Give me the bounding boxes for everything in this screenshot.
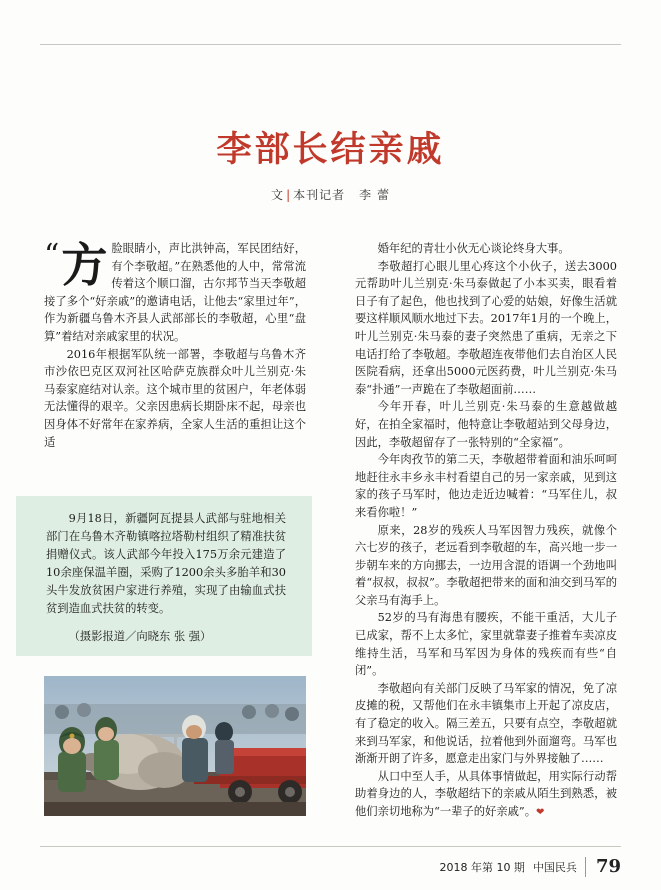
byline-author: 李 蕾	[359, 188, 390, 202]
left-paragraph-1: 2016年根据军队统一部署，李敬超与乌鲁木齐市沙依巴克区双河社区哈萨克族群众叶儿兰别克·朱马泰家庭结对认亲。这个城市里的贫困户，年老体弱无法懂得的艰辛。父亲因患病长期卧床不起，母亲也因身体不好常年在家养病，全家人生活的重担让这个适	[44, 347, 306, 449]
lead-paragraph: 脸眼睛小，声比洪钟高，军民团结好，有个李敬超。”在熟悉他的人中，常常流传着这个顺口溜，古尔邦节当天李敬超接了多个“好亲戚”的邀请电话，让他去“家里过年”，作为新疆乌鲁木齐县人武部部长的李敬超，心里“盘算”着结对亲戚家里的状况。	[44, 242, 306, 343]
right-column	[355, 240, 617, 822]
article-photo	[44, 676, 306, 816]
photo-caption-paragraph: 9月18日，新疆阿瓦提县人武部与驻地相关部门在乌鲁木齐勒镇喀拉塔勒村组织了精准扶贫捐赠仪式。该人武部今年投入175万余元建造了10余座保温羊圈，采购了1200余头多胎羊和30头牛发放贫困户家进行养殖，实现了由输血式扶贫到造血式扶贫的转变。	[46, 512, 286, 615]
right-paragraph-6: 52岁的马有海患有腰疾，不能干重活，大儿子已成家，帮不上太多忙，家里就靠妻子推着车卖凉皮维持生活，马军和马军因为身体的残疾而有些“自闭”。	[355, 611, 617, 678]
left-column	[44, 240, 306, 451]
right-paragraph-3: 今年开春，叶儿兰别克·朱马泰的生意越做越好，在拍全家福时，他特意让李敬超站到父母身边，因此，李敬超留存了一张特别的“全家福”。	[355, 400, 617, 449]
page-footer	[439, 856, 621, 878]
byline	[0, 186, 661, 203]
right-paragraph-8-text: 从口中至人手，从具体事情做起，用实际行动帮助着身边的人，李敬超结下的亲戚从陌生到熟悉，被他们亲切地称为“一辈子的好亲戚”。	[355, 769, 617, 818]
right-paragraph-8	[355, 768, 617, 822]
page-title: 李部长结亲戚	[216, 129, 445, 170]
right-paragraph-5: 原来，28岁的残疾人马军因智力残疾，就像个六七岁的孩子，老远看到李敬超的车，高兴地一步一步朝车来的方向挪去，一边用含混的语调一个劲地叫着“叔叔，叔叔”。李敬超把带来的面和油交到马军的父亲马有海手上。	[355, 523, 617, 607]
issue-label: 2018 年第 10 期	[439, 861, 525, 874]
magazine-name: 中国民兵	[532, 861, 577, 874]
byline-prefix: 文	[271, 188, 285, 202]
byline-role: 本刊记者	[293, 188, 346, 202]
end-mark-icon: ❤	[536, 807, 545, 818]
right-paragraph-4: 今年肉孜节的第二天，李敬超带着面和油乐呵呵地赶往永丰乡永丰村看望自己的另一家亲戚，见到这家的孩子马军时，他边走近边喊着：“马军住儿，叔来看你啦！”	[355, 453, 617, 519]
open-quote-mark: “	[44, 238, 60, 273]
photo-illustration	[44, 676, 306, 816]
right-paragraph-7: 李敬超向有关部门反映了马军家的情况，免了凉皮摊的税，又帮他们在永丰镇集市上开起了凉皮店，有了稳定的收入。隔三差五，只要有点空，李敬超就来到马军家，和他说话，拉着他到外面遛弯。马军也渐渐开朗了许多，愿意走出家门与外界接触了……	[355, 681, 617, 766]
page-number: 79	[585, 857, 621, 877]
right-paragraph-2: 李敬超打心眼儿里心疼这个小伙子，送去3000元帮助叶儿兰别克·朱马泰做起了小本买卖，眼看着日子有了起色，他也找到了心爱的姑娘，好像生活就要这样顺风顺水地过下去。2017年1月的一个晚上，叶儿兰别克·朱马泰的妻子突然患了重病，无亲之下电话打给了李敬超。李敬超连夜带他们去自治区人民医院看病，还拿出5000元医药费，叶儿兰别克·朱马泰“扑通”一声跪在了李敬超面前……	[355, 259, 617, 396]
byline-separator: |	[286, 188, 292, 202]
photo-caption-box	[16, 496, 312, 656]
drop-cap: 方	[61, 238, 108, 292]
bottom-divider	[40, 846, 621, 847]
photo-caption-text-block	[46, 510, 286, 646]
lead-paragraph-block	[44, 240, 306, 346]
photo-credit: （摄影报道／向晓东 张 强）	[68, 630, 212, 643]
right-paragraph-1: 婚年纪的青壮小伙无心谈论终身大事。	[377, 242, 570, 255]
top-divider	[40, 44, 621, 45]
